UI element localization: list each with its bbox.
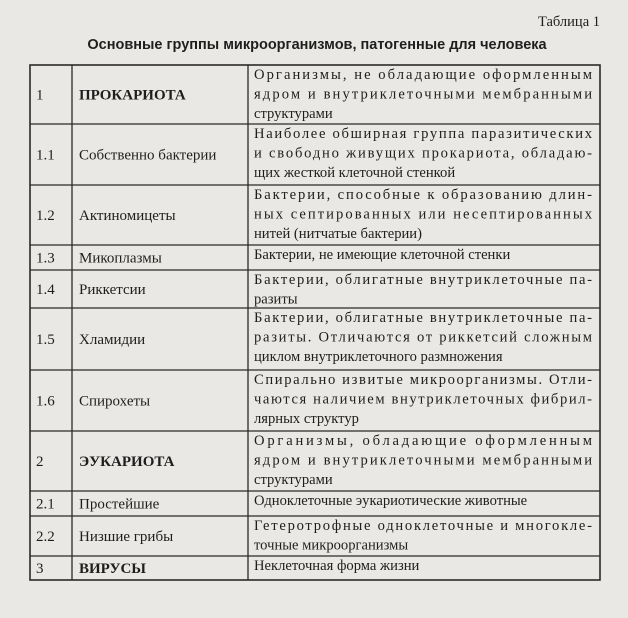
description-line: Наиболее обширная группа паразитических: [254, 126, 592, 142]
group-name: Низшие грибы: [79, 529, 174, 545]
group-name: Собственно бактерии: [79, 147, 217, 164]
row-number: 2: [36, 454, 44, 470]
table-caption: Таблица 1: [537, 14, 600, 30]
group-name: ЭУКАРИОТА: [79, 454, 175, 470]
description-line: Неклеточная форма жизни: [254, 558, 420, 574]
row-number: 1.5: [36, 332, 55, 348]
group-name: Риккетсии: [79, 282, 146, 298]
description-line: структурами: [254, 106, 333, 122]
row-number: 1.4: [36, 282, 55, 298]
description-line: структурами: [254, 472, 333, 488]
row-number: 1.3: [36, 250, 55, 267]
description-line: лярных структур: [254, 411, 359, 427]
description-line: и свободно живущих прокариота, обладаю-: [254, 145, 592, 162]
description-line: Организмы, обладающие оформленным: [254, 433, 592, 449]
description-line: щих жесткой клеточной стенкой: [254, 165, 456, 181]
group-name: Хламидии: [79, 332, 146, 348]
row-number: 1: [36, 87, 44, 104]
row-number: 1.2: [36, 208, 55, 224]
group-name: Микоплазмы: [79, 250, 162, 267]
description-line: Гетеротрофные одноклеточные и многокле-: [254, 518, 592, 534]
description-line: ядром и внутриклеточными мембранными: [254, 86, 592, 103]
description-line: Бактерии, облигатные внутриклеточные па-: [254, 310, 592, 326]
description-line: разиты. Отличаются от риккетсий сложным: [254, 329, 592, 346]
row-number: 3: [36, 561, 44, 577]
description-line: ных септированных или несептированных: [254, 206, 592, 223]
row-number: 2.1: [36, 496, 55, 513]
description-line: Спирально извитые микроорганизмы. Отли-: [254, 372, 592, 388]
group-name: Спирохеты: [79, 393, 151, 410]
description-line: Одноклеточные эукариотические животные: [254, 493, 528, 509]
description-line: чаются наличием внутриклеточных фибрил-: [254, 391, 592, 408]
group-name: Актиномицеты: [79, 208, 176, 224]
description-line: циклом внутриклеточного размножения: [254, 349, 503, 365]
row-number: 1.1: [36, 147, 55, 164]
description-line: ядром и внутриклеточными мембранными: [254, 452, 592, 469]
description-line: разиты: [254, 291, 298, 308]
description-line: Организмы, не обладающие оформленным: [254, 67, 592, 83]
group-name: ПРОКАРИОТА: [79, 87, 186, 104]
group-name: Простейшие: [79, 496, 160, 513]
description-line: точные микроорганизмы: [254, 537, 409, 554]
table-heading: Основные группы микроорганизмов, патогенные для человека: [87, 37, 547, 53]
description-line: Бактерии, облигатные внутриклеточные па-: [254, 272, 592, 288]
description-line: нитей (нитчатые бактерии): [254, 226, 422, 242]
row-number: 1.6: [36, 393, 55, 410]
group-name: ВИРУСЫ: [79, 561, 147, 577]
description-line: Бактерии, не имеющие клеточной стенки: [254, 247, 511, 263]
row-number: 2.2: [36, 529, 55, 545]
description-line: Бактерии, способные к образованию длин-: [254, 187, 592, 203]
